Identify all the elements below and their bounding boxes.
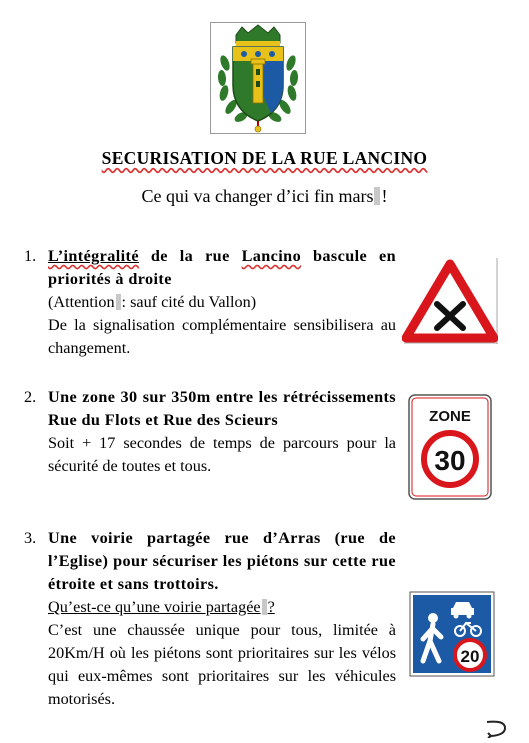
subtitle-exclamation: ! [381,186,388,206]
heading-underlined-word: L’intégralité [48,247,139,265]
list-item-1 [24,245,396,360]
subtitle-text: Ce qui va changer d’ici fin mars [141,186,374,206]
list-item-body-2: De la signalisation complémentaire sensibilisera au changement. [48,316,396,357]
list-item-heading: Une voirie partagée rue d’Arras (rue de l’Eglise) pour sécuriser les piétons sur cette rue étroite et sans trottoirs. [48,529,396,593]
list-item-2 [24,386,396,478]
city-crest [210,22,306,134]
page-subtitle [0,186,529,207]
list-item-body: C’est une chaussée unique pour tous, limitée à 20Km/H où les piétons sont prioritaires sur les vélos qui eux-mêmes sont prioritaires sur les véhicules motorisés. [48,621,396,708]
page-turn-icon[interactable] [485,718,509,738]
zone-30-sign [408,394,492,500]
list-item-number: 3. [24,529,37,547]
coat-of-arms-icon [211,23,305,133]
text-cursor-mark [262,599,267,615]
list-item-body: (Attention : sauf cité du Vallon) [48,293,257,311]
shared-road-sign [409,591,495,677]
priority-right-sign [402,258,498,344]
zone-30-sign-icon [408,394,492,500]
title-text: SECURISATION DE LA RUE LANCINO [101,148,428,168]
list-item-question: Qu’est-ce qu’une voirie partagée ? [48,598,275,616]
page-title [0,148,529,169]
shared-sign-speed: 20 [460,647,480,666]
zone-sign-speed: 30 [434,445,466,476]
curved-arrow-icon [485,718,509,738]
list-item-heading: L’intégralité de la rue Lancino bascule en priorités à droite [48,247,396,288]
zone-sign-label: ZONE [429,408,471,425]
list-item-body: Soit + 17 secondes de temps de parcours pour la sécurité de toutes et tous. [48,434,396,475]
list-item-number: 2. [24,388,37,406]
list-item-heading: Une zone 30 sur 350m entre les rétrécissements Rue du Flots et Rue des Scieurs [48,388,396,429]
list-item-number: 1. [24,247,37,265]
text-cursor-mark [116,294,121,310]
shared-road-sign-icon [409,591,495,677]
priority-right-sign-icon [402,258,498,344]
list-item-3 [24,527,396,711]
text-cursor-mark [374,187,380,205]
